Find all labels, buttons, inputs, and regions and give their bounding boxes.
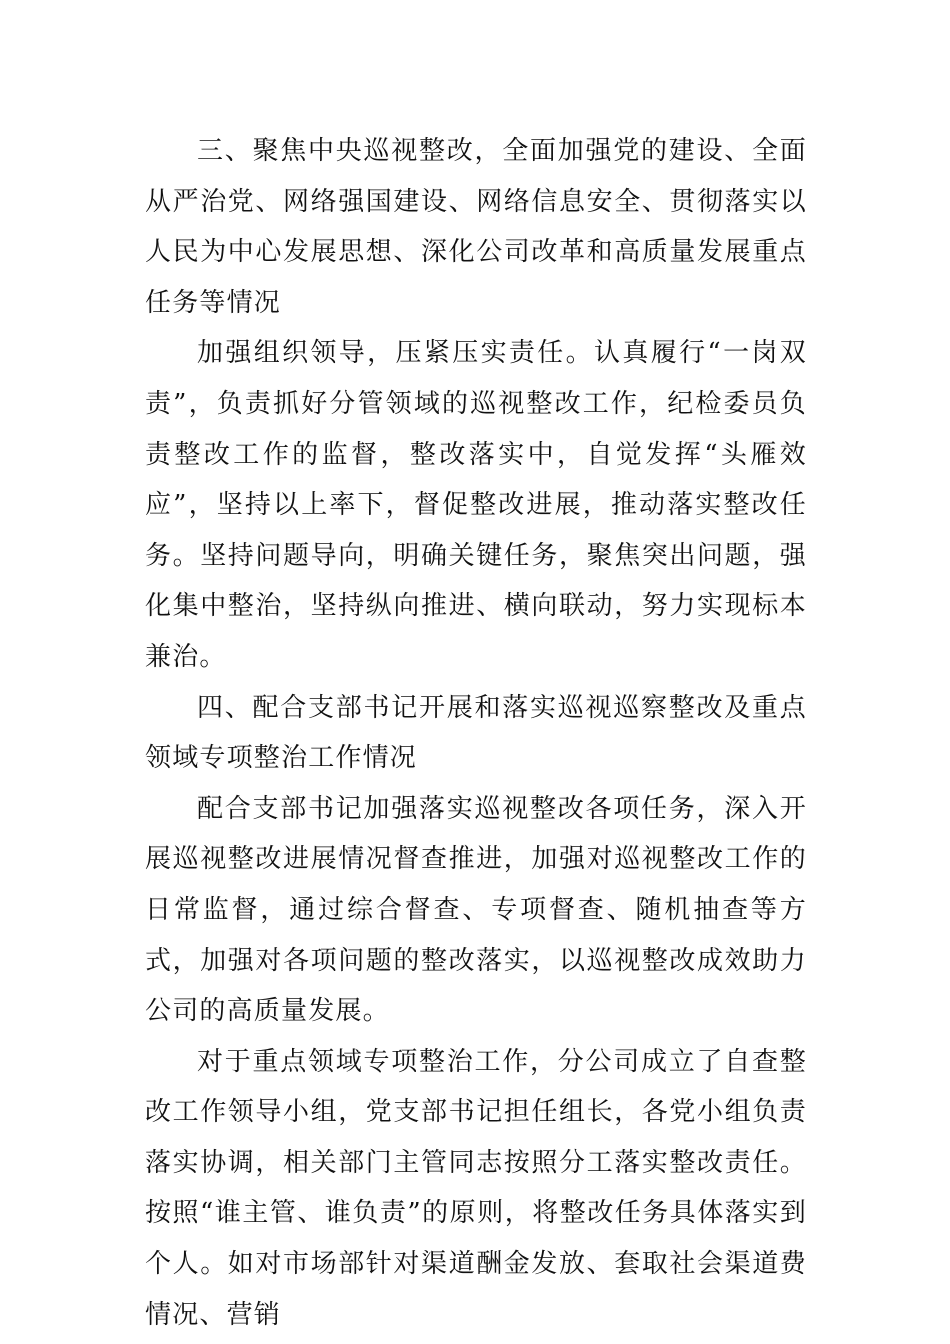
body-paragraph: 对于重点领域专项整治工作，分公司成立了自查整改工作领导小组，党支部书记担任组长，各党小组负责落实协调，相关部门主管同志按照分工落实整改责任。按照“谁主管、谁负责”的原则，将整改任务具体落实到个人。如对市场部针对渠道酬金发放、套取社会渠道费情况、营销 <box>145 1046 807 1330</box>
section-heading-three: 三、聚焦中央巡视整改，全面加强党的建设、全面从严治党、网络强国建设、网络信息安全、贯彻落实以人民为中心发展思想、深化公司改革和高质量发展重点任务等情况 <box>145 136 807 318</box>
body-paragraph: 加强组织领导，压紧压实责任。认真履行“一岗双责”，负责抓好分管领域的巡视整改工作，纪检委员负责整改工作的监督，整改落实中，自觉发挥“头雁效应”，坚持以上率下，督促整改进展，推动落实整改任务。坚持问题导向，明确关键任务，聚焦突出问题，强化集中整治，坚持纵向推进、横向联动，努力实现标本兼治。 <box>145 338 807 672</box>
section-heading-four: 四、配合支部书记开展和落实巡视巡察整改及重点领域专项整治工作情况 <box>145 692 807 774</box>
body-paragraph: 配合支部书记加强落实巡视整改各项任务，深入开展巡视整改进展情况督查推进，加强对巡视整改工作的日常监督，通过综合督查、专项督查、随机抽查等方式，加强对各项问题的整改落实，以巡视整改成效助力公司的高质量发展。 <box>145 793 807 1027</box>
document-body <box>145 126 807 1340</box>
